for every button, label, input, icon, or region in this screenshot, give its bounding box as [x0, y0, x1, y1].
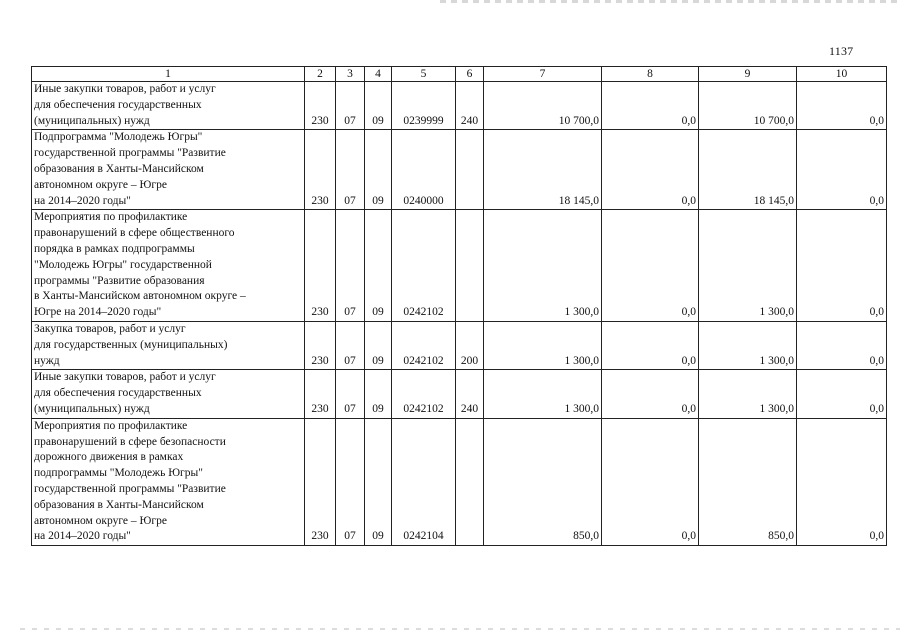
description-line: автономном округе – Югре [34, 514, 167, 527]
description-line: (муниципальных) нужд [34, 114, 150, 127]
column-header: 3 [336, 67, 365, 82]
cell-other: 0,0 [797, 370, 887, 418]
table-row [32, 370, 887, 418]
description-line: порядка в рамках подпрограммы [34, 242, 195, 255]
cell-csr: 0242102 [392, 321, 456, 369]
cell-regional: 850,0 [699, 418, 797, 545]
cell-rz: 230 [305, 130, 336, 210]
cell-federal: 0,0 [602, 321, 699, 369]
description-line: программы "Развитие образования [34, 274, 205, 287]
column-header: 10 [797, 67, 887, 82]
cell-pr: 09 [365, 210, 392, 322]
column-header: 4 [365, 67, 392, 82]
description-line: для обеспечения государственных [34, 387, 202, 400]
description-line: в Ханты-Мансийском автономном округе – [34, 290, 246, 303]
cell-sub: 07 [336, 210, 365, 322]
description-line: подпрограммы "Молодежь Югры" [34, 467, 203, 480]
cell-other: 0,0 [797, 82, 887, 130]
description-line: государственной программы "Развитие [34, 482, 226, 495]
description-line: дорожного движения в рамках [34, 451, 184, 464]
description-line: Иные закупки товаров, работ и услуг [34, 83, 216, 95]
cell-vr: 240 [456, 82, 484, 130]
description-line: Мероприятия по профилактике [34, 419, 188, 432]
table-row [32, 82, 887, 130]
description-line: нужд [34, 354, 60, 367]
column-header: 9 [699, 67, 797, 82]
scan-artifact-top [440, 0, 900, 3]
cell-other: 0,0 [797, 130, 887, 210]
column-header: 6 [456, 67, 484, 82]
table-row [32, 321, 887, 369]
cell-csr: 0239999 [392, 82, 456, 130]
scan-artifact-bottom [20, 628, 900, 630]
cell-csr: 0242102 [392, 370, 456, 418]
cell-csr: 0242102 [392, 210, 456, 322]
cell-vr [456, 210, 484, 322]
budget-table [31, 66, 887, 546]
cell-regional: 18 145,0 [699, 130, 797, 210]
table-row [32, 130, 887, 210]
cell-pr: 09 [365, 82, 392, 130]
cell-vr [456, 130, 484, 210]
cell-federal: 0,0 [602, 370, 699, 418]
cell-federal: 0,0 [602, 210, 699, 322]
cell-rz: 230 [305, 210, 336, 322]
cell-description [32, 82, 305, 130]
cell-federal: 0,0 [602, 130, 699, 210]
cell-sub: 07 [336, 418, 365, 545]
cell-description [32, 418, 305, 545]
column-header: 2 [305, 67, 336, 82]
cell-csr: 0242104 [392, 418, 456, 545]
cell-sub: 07 [336, 321, 365, 369]
cell-amount: 18 145,0 [484, 130, 602, 210]
cell-amount: 10 700,0 [484, 82, 602, 130]
description-line: Югре на 2014–2020 годы" [34, 306, 162, 319]
cell-rz: 230 [305, 370, 336, 418]
cell-amount: 1 300,0 [484, 210, 602, 322]
description-line: "Молодежь Югры" государственной [34, 258, 212, 271]
cell-rz: 230 [305, 321, 336, 369]
cell-vr: 200 [456, 321, 484, 369]
cell-regional: 10 700,0 [699, 82, 797, 130]
description-line: правонарушений в сфере общественного [34, 227, 235, 240]
description-line: правонарушений в сфере безопасности [34, 435, 226, 448]
description-line: Мероприятия по профилактике [34, 211, 188, 224]
cell-description [32, 210, 305, 322]
cell-pr: 09 [365, 130, 392, 210]
cell-amount: 1 300,0 [484, 370, 602, 418]
column-header: 5 [392, 67, 456, 82]
column-header: 7 [484, 67, 602, 82]
cell-regional: 1 300,0 [699, 321, 797, 369]
cell-pr: 09 [365, 418, 392, 545]
description-line: Подпрограмма "Молодежь Югры" [34, 131, 203, 144]
description-line: (муниципальных) нужд [34, 402, 150, 415]
cell-amount: 850,0 [484, 418, 602, 545]
cell-other: 0,0 [797, 210, 887, 322]
cell-other: 0,0 [797, 321, 887, 369]
cell-federal: 0,0 [602, 418, 699, 545]
description-line: для государственных (муниципальных) [34, 338, 228, 351]
cell-rz: 230 [305, 82, 336, 130]
description-line: на 2014–2020 годы" [34, 194, 131, 207]
cell-federal: 0,0 [602, 82, 699, 130]
description-line: государственной программы "Развитие [34, 147, 226, 160]
description-line: для обеспечения государственных [34, 98, 202, 111]
table-row [32, 210, 887, 322]
cell-regional: 1 300,0 [699, 370, 797, 418]
cell-pr: 09 [365, 370, 392, 418]
cell-vr: 240 [456, 370, 484, 418]
cell-regional: 1 300,0 [699, 210, 797, 322]
cell-description [32, 321, 305, 369]
table-header-row [32, 67, 887, 82]
cell-vr [456, 418, 484, 545]
description-line: образования в Ханты-Мансийском [34, 162, 204, 175]
cell-csr: 0240000 [392, 130, 456, 210]
description-line: на 2014–2020 годы" [34, 530, 131, 543]
cell-description [32, 130, 305, 210]
description-line: образования в Ханты-Мансийском [34, 498, 204, 511]
cell-pr: 09 [365, 321, 392, 369]
cell-sub: 07 [336, 82, 365, 130]
column-header: 8 [602, 67, 699, 82]
cell-sub: 07 [336, 130, 365, 210]
page-number: 1137 [829, 44, 854, 58]
description-line: Иные закупки товаров, работ и услуг [34, 371, 216, 384]
cell-other: 0,0 [797, 418, 887, 545]
description-line: Закупка товаров, работ и услуг [34, 322, 186, 335]
cell-sub: 07 [336, 370, 365, 418]
table-row [32, 418, 887, 545]
description-line: автономном округе – Югре [34, 178, 167, 191]
cell-amount: 1 300,0 [484, 321, 602, 369]
cell-description [32, 370, 305, 418]
column-header: 1 [32, 67, 305, 82]
cell-rz: 230 [305, 418, 336, 545]
